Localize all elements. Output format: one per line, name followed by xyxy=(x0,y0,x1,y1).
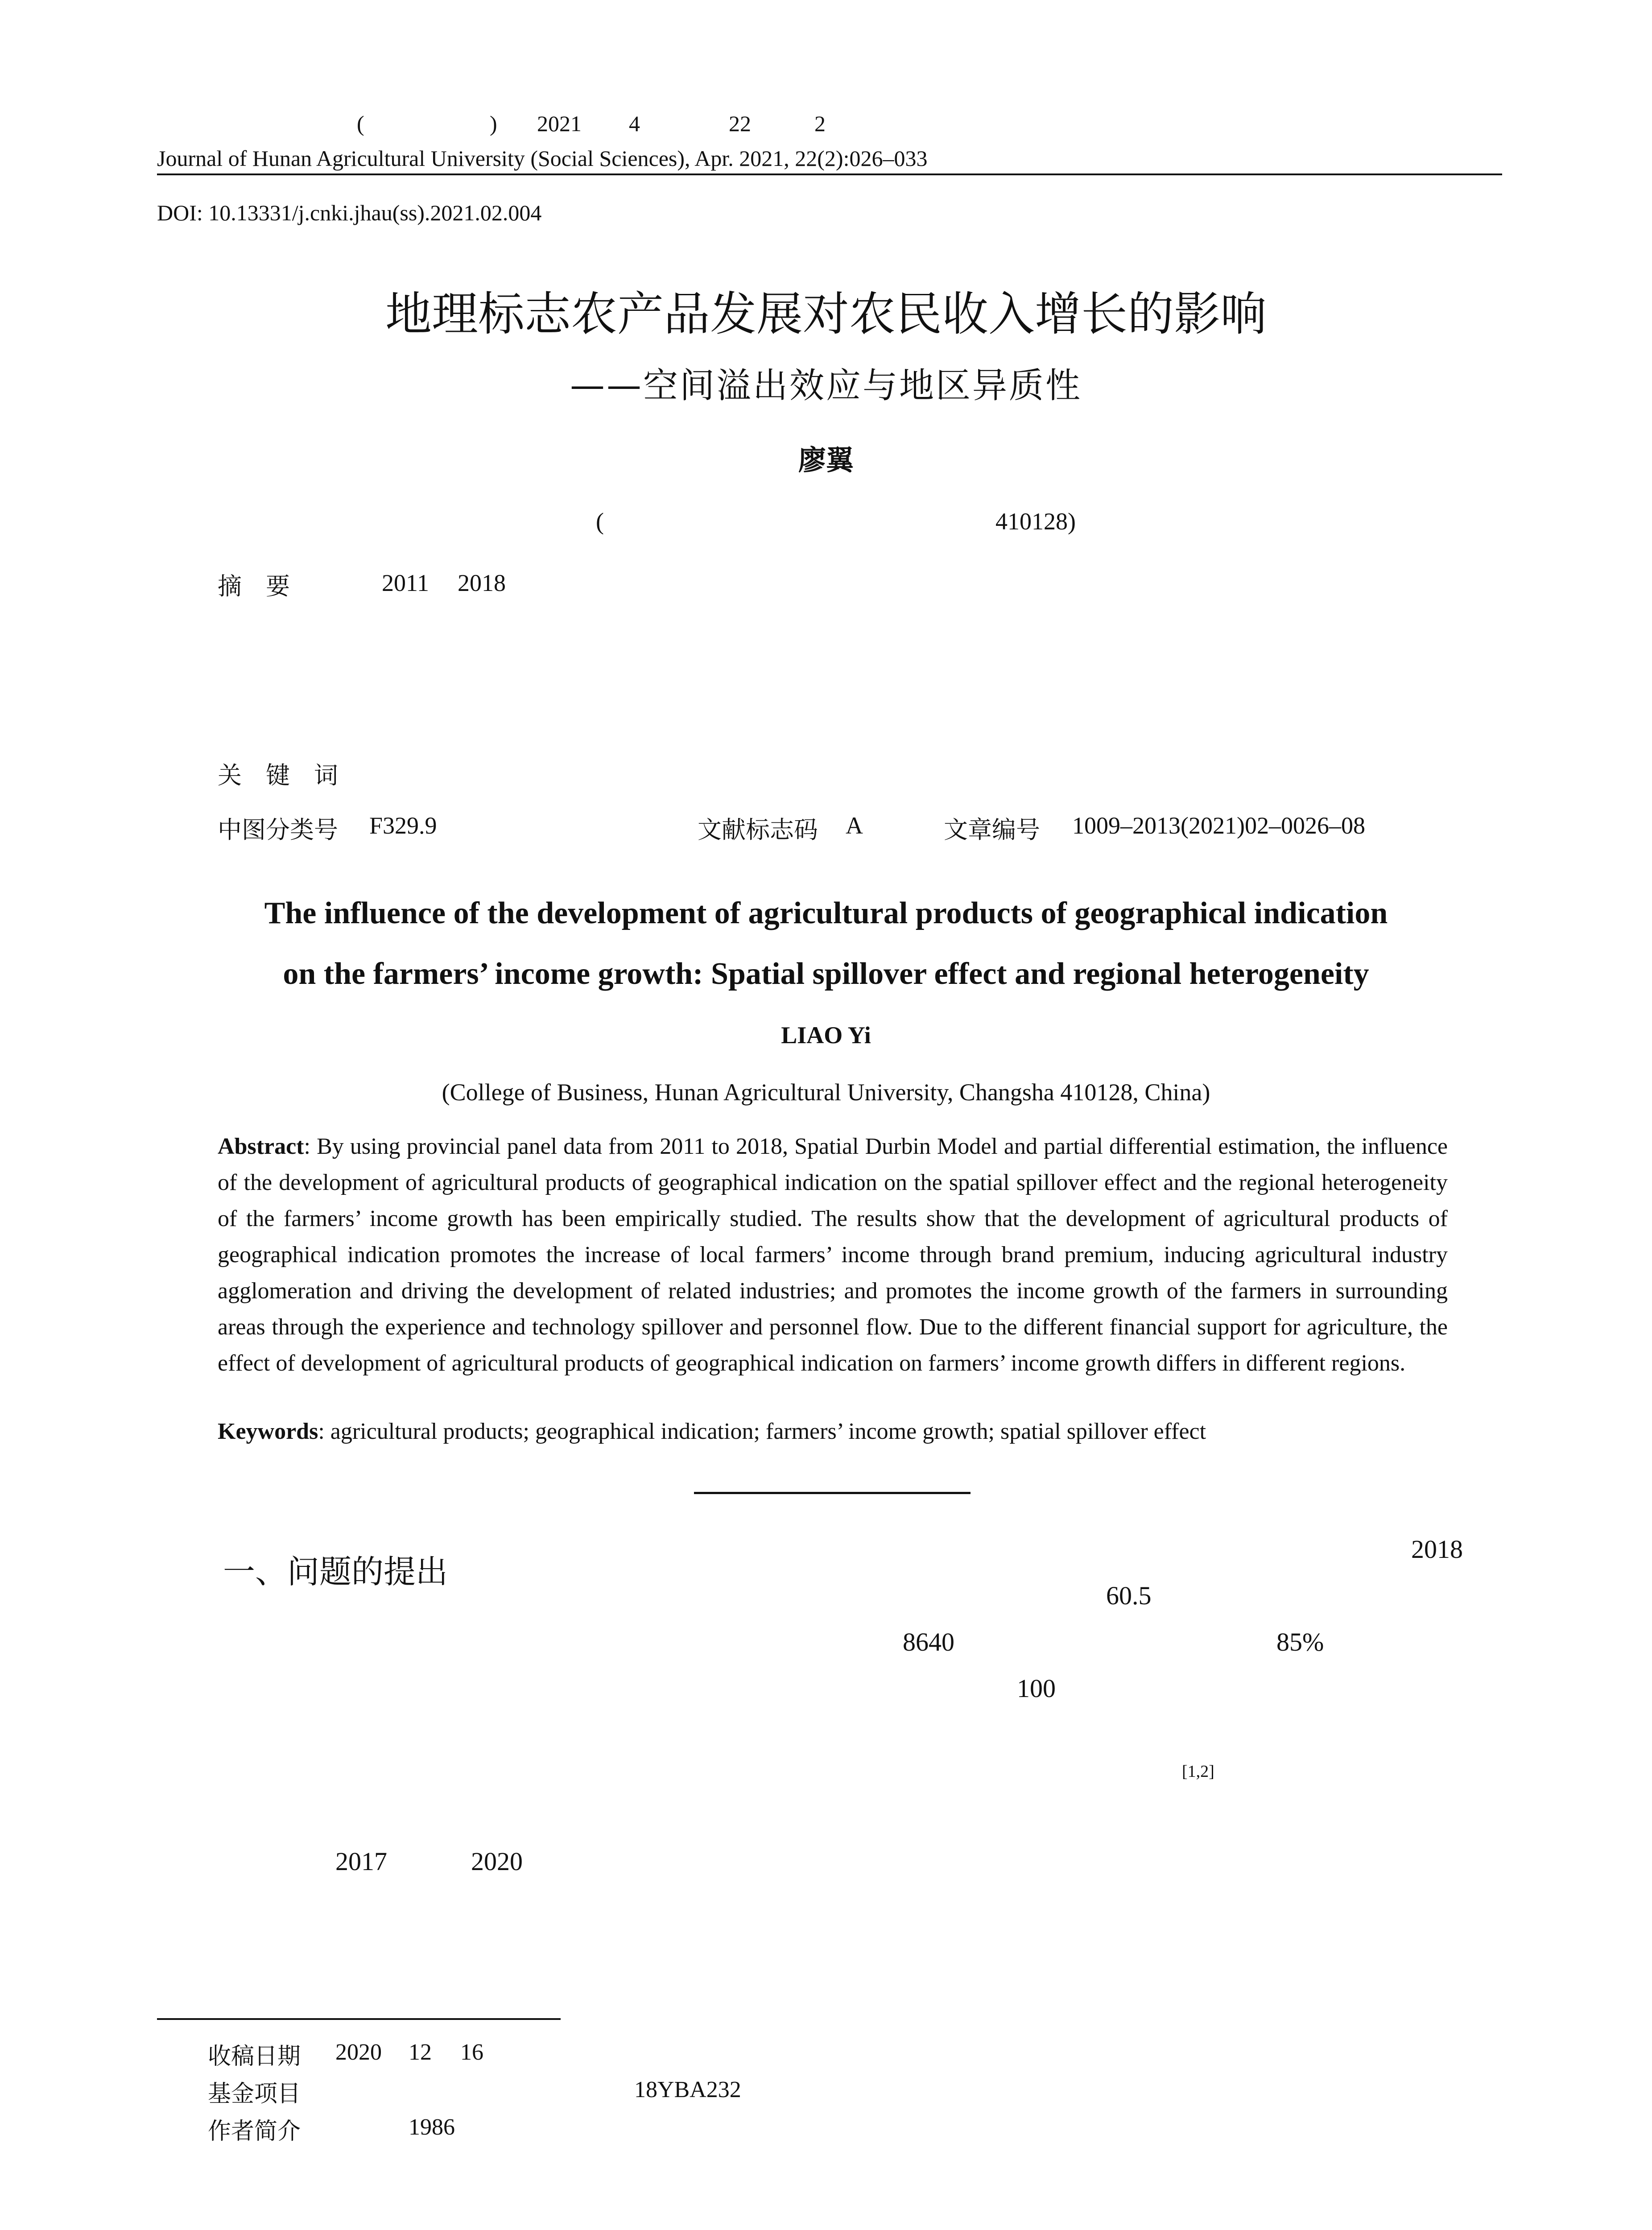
keywords-en-label: Keywords xyxy=(218,1419,318,1444)
citation-1-2: [1,2] xyxy=(1182,1762,1214,1781)
received-month: 12 xyxy=(409,2040,432,2065)
title-en-line2: on the farmers’ income growth: Spatial spillover effect and regional heterogeneity xyxy=(283,957,1369,991)
clc-value: F329.9 xyxy=(369,812,437,839)
section-heading: 一、问题的提出 xyxy=(223,1553,448,1590)
header-volume: 22 xyxy=(729,111,751,136)
body-num-85pct: 85% xyxy=(1276,1627,1324,1656)
header-year: 2021 xyxy=(537,111,582,136)
author-bio-label: 作者简介 xyxy=(208,2118,301,2145)
header-issue: 2 xyxy=(814,111,826,136)
doc-code-label: 文献标志码 xyxy=(698,816,818,844)
journal-line: Journal of Hunan Agricultural University (Social Sciences), Apr. 2021, 22(2):026–033 xyxy=(157,146,928,171)
abstract-en-label: Abstract xyxy=(218,1134,304,1159)
abstract-en-text: : By using provincial panel data from 2011 to 2018, Spatial Durbin Model and partial differential estimation, the influence of the development of agricultural products of geographical indication on the spatial spillover effect and the regional heterogeneity of the farmers’ income growth has been empirically studied. The results show that the development of agricultural products of geographical indication promotes the increase of local farmers’ income through brand premium, inducing agricultural industry agglomeration and driving the development of related industries; and promotes the income growth of the farmers in surrounding areas through the experience and technology spillover and personnel flow. Due to the different financial support for agriculture, the effect of development of agricultural products of geographical indication on farmers’ income growth differs in different regions. xyxy=(218,1134,1448,1376)
fund-value: 18YBA232 xyxy=(634,2077,741,2102)
title-en-line1: The influence of the development of agricultural products of geographical indication xyxy=(264,896,1388,930)
keywords-cn-label: 关 键 词 xyxy=(218,761,338,789)
header-paren-open: ( xyxy=(357,111,364,136)
abstract-cn-year-end: 2018 xyxy=(458,570,506,596)
article-no-label: 文章编号 xyxy=(944,816,1040,844)
header-paren-close: ) xyxy=(490,111,497,136)
received-day: 16 xyxy=(460,2040,483,2065)
keywords-en-text: : agricultural products; geographical indication; farmers’ income growth; spatial spillover effect xyxy=(318,1419,1206,1444)
fund-label: 基金项目 xyxy=(208,2081,301,2107)
author-name-cn: 廖翼 xyxy=(798,444,854,476)
affiliation-en: (College of Business, Hunan Agricultural University, Changsha 410128, China) xyxy=(442,1079,1210,1106)
body-num-60-5: 60.5 xyxy=(1106,1581,1152,1610)
received-year: 2020 xyxy=(335,2040,382,2065)
header-month: 4 xyxy=(629,111,640,136)
doi: DOI: 10.13331/j.cnki.jhau(ss).2021.02.004 xyxy=(157,200,542,225)
body-num-2020: 2020 xyxy=(471,1847,523,1876)
abstract-en xyxy=(218,1128,1448,1381)
keywords-en xyxy=(218,1418,1448,1445)
header-rule xyxy=(157,173,1502,175)
footnote-rule xyxy=(157,2018,561,2020)
section-divider xyxy=(694,1492,971,1494)
doc-code-value: A xyxy=(846,812,863,839)
page-subtitle: ——空间溢出效应与地区异质性 xyxy=(570,366,1082,406)
abstract-cn-label: 摘 要 xyxy=(218,572,290,600)
body-num-2017: 2017 xyxy=(335,1847,387,1876)
received-label: 收稿日期 xyxy=(208,2043,301,2070)
author-name-en: LIAO Yi xyxy=(781,1022,871,1049)
article-no-value: 1009–2013(2021)02–0026–08 xyxy=(1072,812,1365,839)
author-birth-year: 1986 xyxy=(409,2114,455,2140)
affiliation-paren-open: ( xyxy=(596,508,604,535)
body-num-2018: 2018 xyxy=(1411,1535,1463,1564)
clc-label: 中图分类号 xyxy=(218,816,338,844)
body-num-100: 100 xyxy=(1017,1674,1056,1703)
abstract-cn-year-start: 2011 xyxy=(382,570,429,596)
body-num-8640: 8640 xyxy=(903,1627,954,1656)
affiliation-postcode: 410128) xyxy=(995,508,1076,535)
page-title: 地理标志农产品发展对农民收入增长的影响 xyxy=(385,287,1267,341)
